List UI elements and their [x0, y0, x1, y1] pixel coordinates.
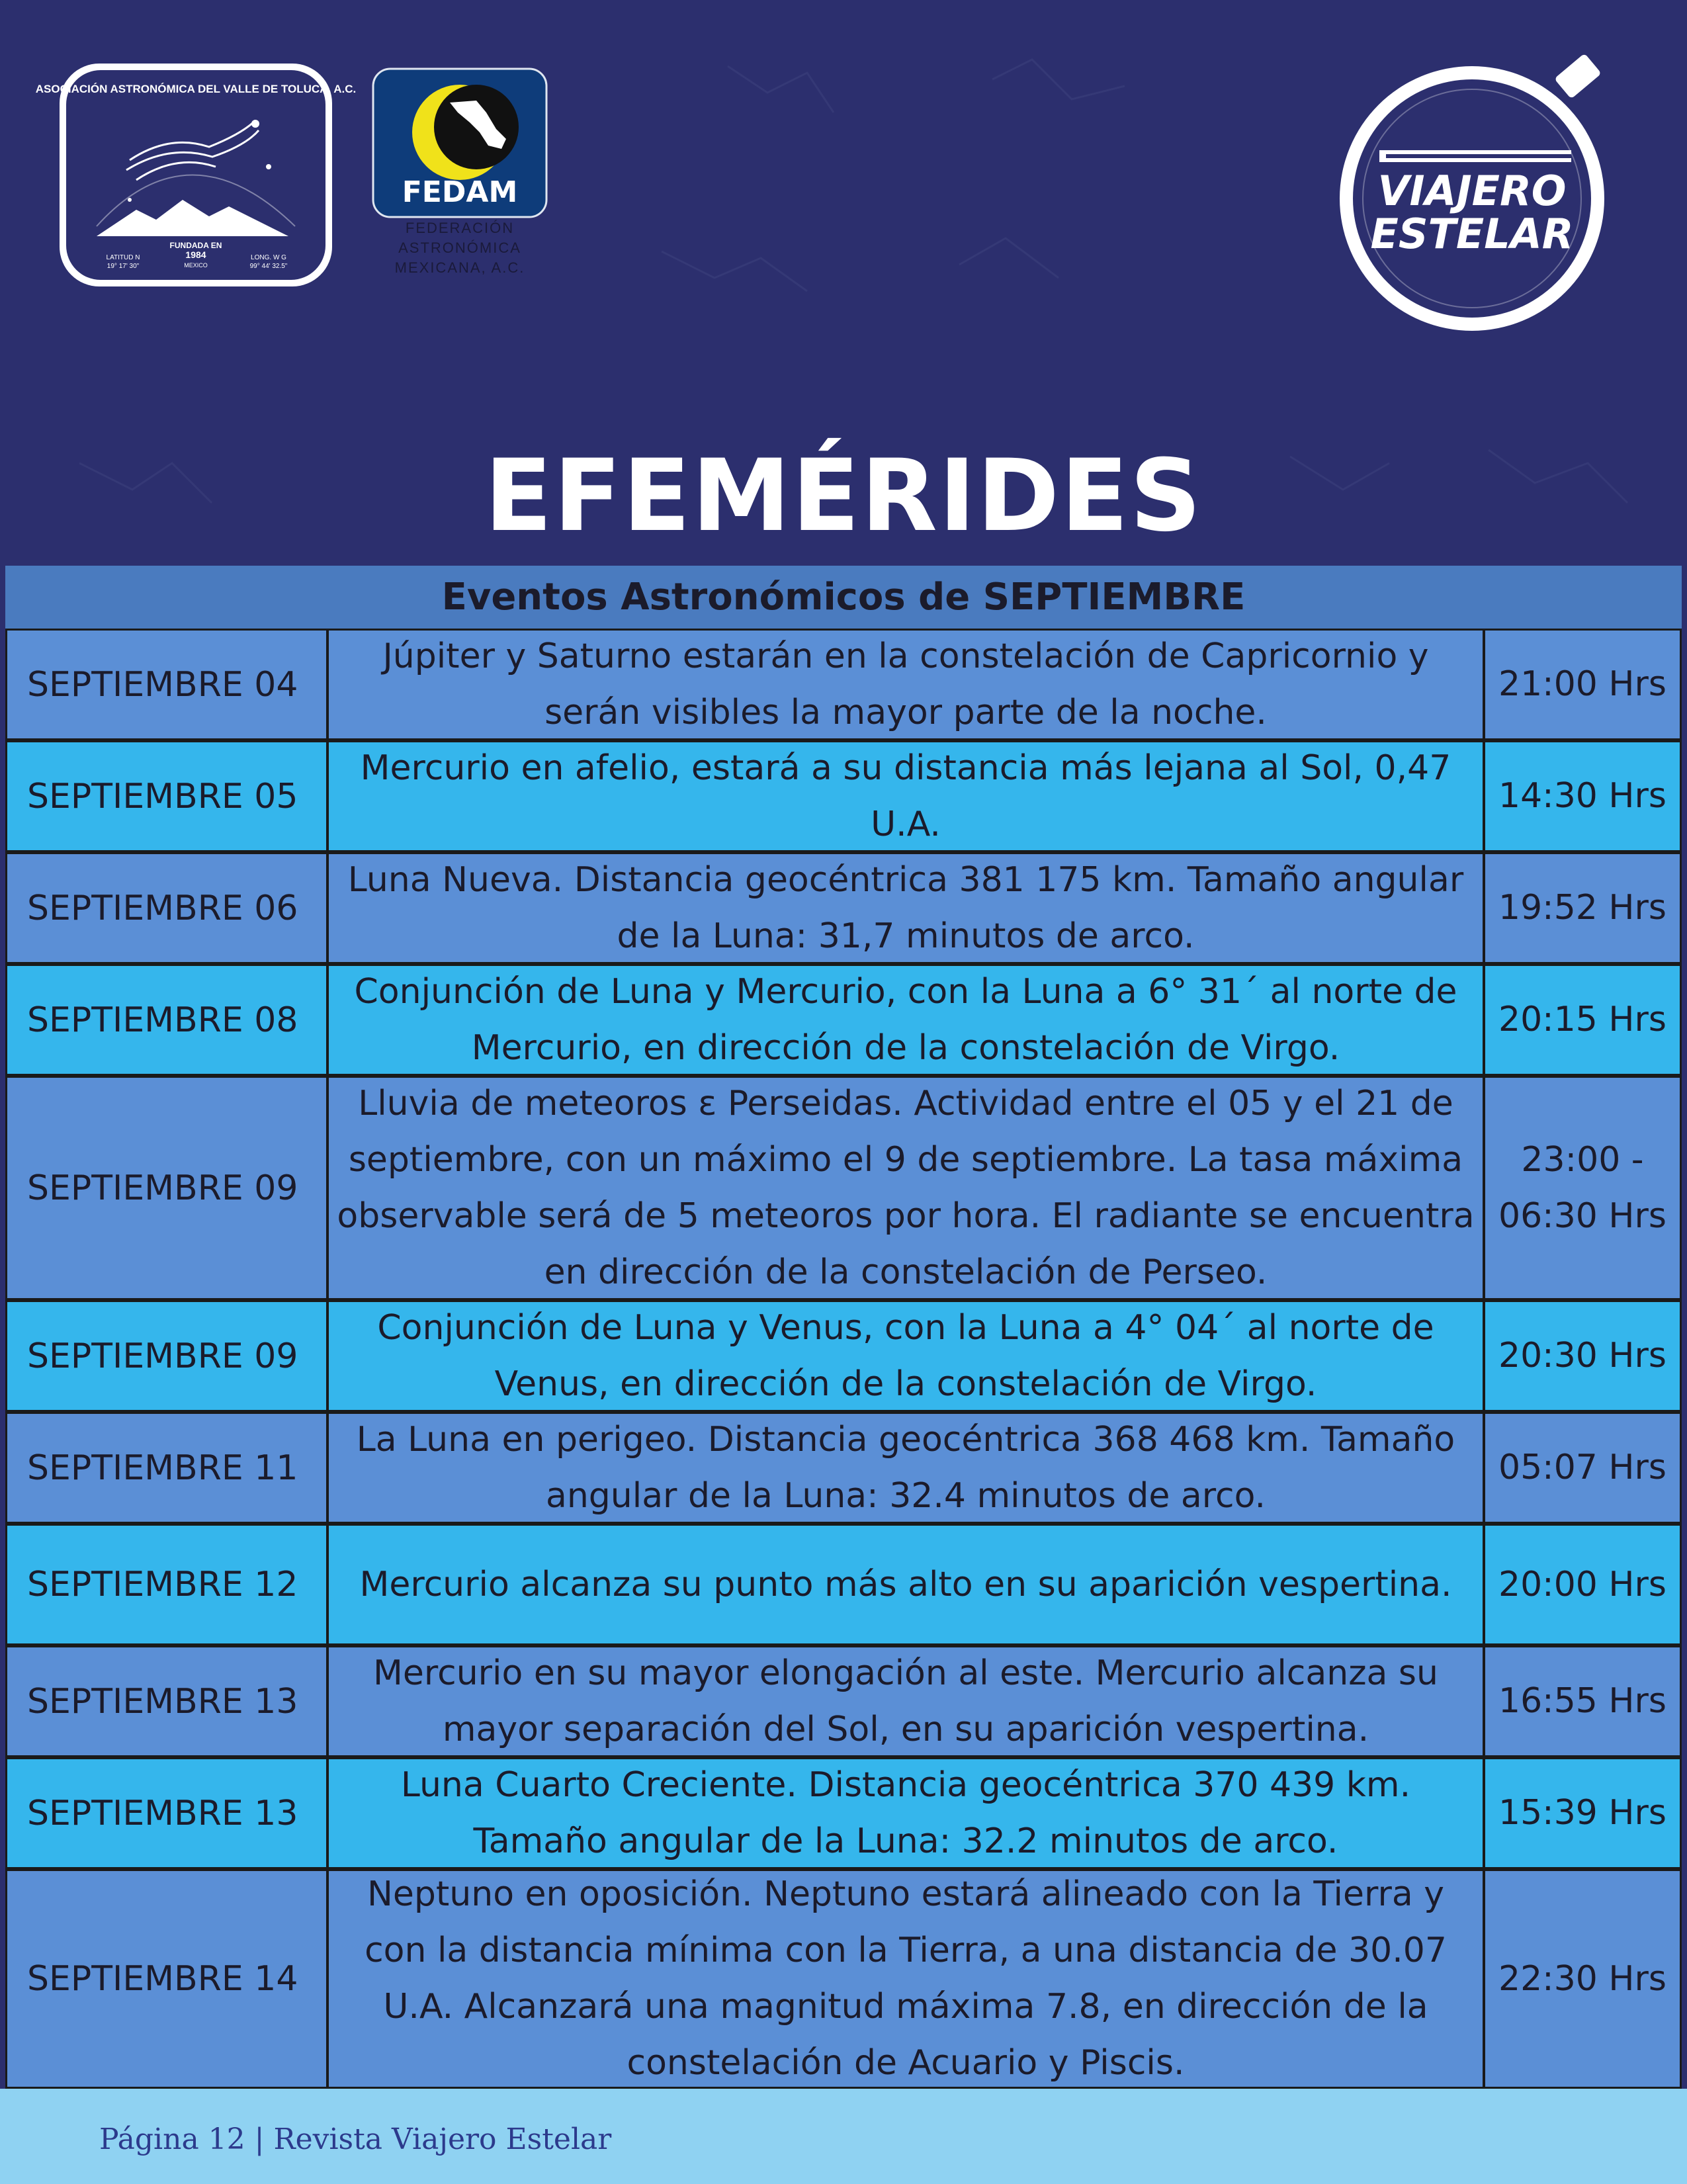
viajero-estelar-logo [1330, 36, 1641, 341]
avt-founded-year: 1984 [185, 249, 206, 260]
events-table [5, 566, 1682, 2089]
event-description: Neptuno en oposición. Neptuno estará alineado con la Tierra y con la distancia mínima con la Tierra, a una distancia de 30.07 U.A. Alcanzará una magnitud máxima 7.8, en dirección de la constelación de Acuario y Piscis. [329, 1871, 1483, 2087]
event-description: Luna Cuarto Creciente. Distancia geocéntrica 370 439 km. Tamaño angular de la Luna: 32.2 minutos de arco. [329, 1759, 1483, 1867]
event-date: SEPTIEMBRE 06 [7, 854, 326, 962]
event-date: SEPTIEMBRE 13 [7, 1759, 326, 1867]
table-row [5, 631, 1682, 740]
event-date: SEPTIEMBRE 08 [7, 966, 326, 1074]
event-time: 16:55 Hrs [1485, 1647, 1680, 1755]
event-description: Mercurio alcanza su punto más alto en su aparición vespertina. [329, 1526, 1483, 1643]
fedam-caption-line3: MEXICANA, A.C. [394, 259, 525, 276]
fedam-caption [370, 218, 549, 278]
avt-long-label: LONG. W G [251, 254, 286, 261]
viajero-line1: VIAJERO [1377, 167, 1567, 215]
event-time: 22:30 Hrs [1485, 1871, 1680, 2087]
table-row [5, 1871, 1682, 2089]
avt-lat-label: LATITUD N [106, 254, 140, 261]
table-row [5, 742, 1682, 852]
table-row [5, 1759, 1682, 1869]
table-row [5, 854, 1682, 964]
table-row [5, 1414, 1682, 1524]
event-date: SEPTIEMBRE 13 [7, 1647, 326, 1755]
table-row [5, 966, 1682, 1076]
footer-text: Página 12 | Revista Viajero Estelar [99, 2122, 612, 2156]
event-description: Mercurio en afelio, estará a su distancia más lejana al Sol, 0,47 U.A. [329, 742, 1483, 850]
event-time: 05:07 Hrs [1485, 1414, 1680, 1522]
event-description: Luna Nueva. Distancia geocéntrica 381 175 km. Tamaño angular de la Luna: 31,7 minutos de arco. [329, 854, 1483, 962]
viajero-line2: ESTELAR [1370, 210, 1574, 258]
event-date: SEPTIEMBRE 11 [7, 1414, 326, 1522]
avt-long-value: 99° 44' 32.5" [249, 263, 288, 270]
page-footer [0, 2089, 1687, 2184]
event-time: 20:30 Hrs [1485, 1302, 1680, 1410]
table-title: Eventos Astronómicos de SEPTIEMBRE [5, 566, 1682, 629]
fedam-name: FEDAM [402, 175, 518, 209]
avt-association-logo [35, 61, 357, 289]
avt-city: MEXICO [184, 262, 208, 269]
page-title: EFEMÉRIDES [484, 439, 1203, 554]
event-time: 23:00 - 06:30 Hrs [1485, 1078, 1680, 1298]
event-date: SEPTIEMBRE 04 [7, 631, 326, 738]
event-description: Conjunción de Luna y Venus, con la Luna a 4° 04´ al norte de Venus, en dirección de la constelación de Virgo. [329, 1302, 1483, 1410]
event-time: 21:00 Hrs [1485, 631, 1680, 738]
avt-founded-label: FUNDADA EN [169, 241, 222, 250]
event-time: 20:00 Hrs [1485, 1526, 1680, 1643]
fedam-caption-line2: ASTRONÓMICA [398, 240, 521, 256]
table-row [5, 1078, 1682, 1300]
event-description: La Luna en perigeo. Distancia geocéntrica 368 468 km. Tamaño angular de la Luna: 32.4 minutos de arco. [329, 1414, 1483, 1522]
event-date: SEPTIEMBRE 09 [7, 1078, 326, 1298]
event-description: Lluvia de meteoros ε Perseidas. Actividad entre el 05 y el 21 de septiembre, con un máximo el 9 de septiembre. La tasa máxima observable será de 5 meteoros por hora. El radiante se encuentra en dirección de la constelación de Perseo. [329, 1078, 1483, 1298]
event-date: SEPTIEMBRE 09 [7, 1302, 326, 1410]
event-description: Júpiter y Saturno estarán en la constelación de Capricornio y serán visibles la mayor parte de la noche. [329, 631, 1483, 738]
avt-lat-value: 19° 17' 30" [107, 263, 140, 270]
event-time: 20:15 Hrs [1485, 966, 1680, 1074]
event-date: SEPTIEMBRE 12 [7, 1526, 326, 1643]
table-row [5, 1302, 1682, 1412]
fedam-caption-line1: FEDERACIÓN [405, 220, 515, 236]
event-date: SEPTIEMBRE 14 [7, 1871, 326, 2087]
header-banner [0, 0, 1687, 566]
event-date: SEPTIEMBRE 05 [7, 742, 326, 850]
event-description: Conjunción de Luna y Mercurio, con la Luna a 6° 31´ al norte de Mercurio, en dirección de la constelación de Virgo. [329, 966, 1483, 1074]
event-description: Mercurio en su mayor elongación al este. Mercurio alcanza su mayor separación del Sol, en su aparición vespertina. [329, 1647, 1483, 1755]
table-row [5, 1647, 1682, 1757]
table-row [5, 1526, 1682, 1645]
event-time: 15:39 Hrs [1485, 1759, 1680, 1867]
avt-ring-text: ASOCIACIÓN ASTRONÓMICA DEL VALLE DE TOLUCA, A.C. [35, 83, 357, 95]
event-time: 14:30 Hrs [1485, 742, 1680, 850]
event-time: 19:52 Hrs [1485, 854, 1680, 962]
